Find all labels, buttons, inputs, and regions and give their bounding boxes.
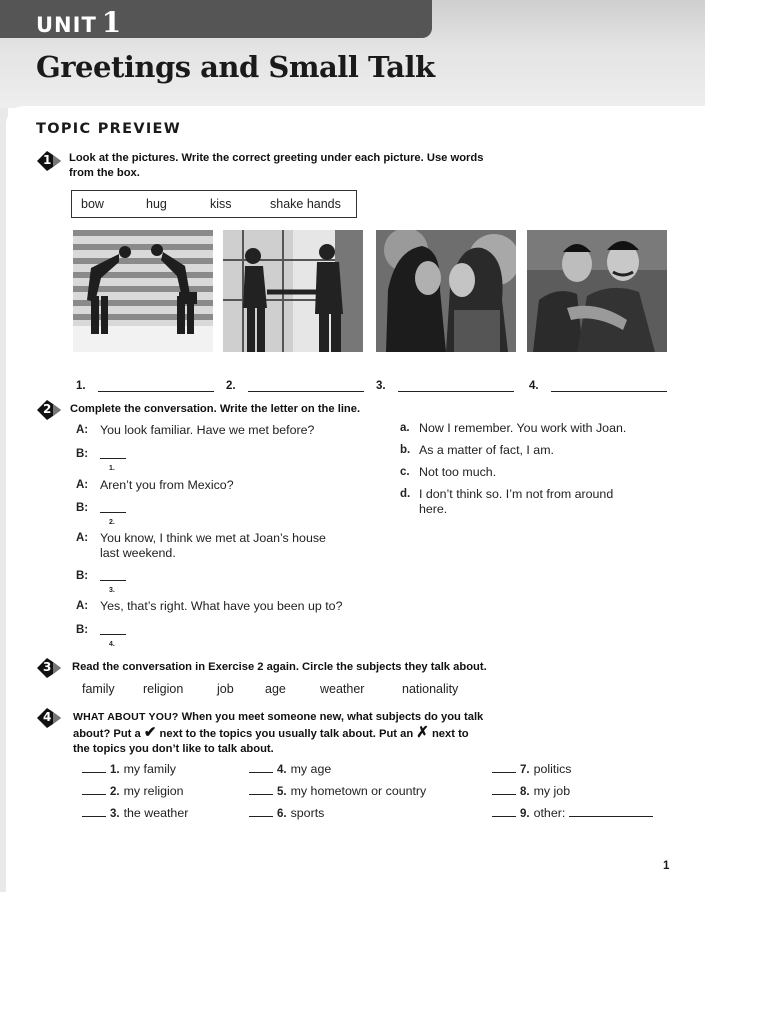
subject-option[interactable]: weather: [320, 682, 365, 696]
subject-option[interactable]: age: [265, 682, 286, 696]
topic-item[interactable]: 4. my age: [249, 762, 331, 776]
unit-number: 1: [101, 6, 123, 39]
x-mark-icon: ✗: [416, 724, 429, 741]
topic-item[interactable]: 3. the weather: [82, 806, 188, 820]
conversation-line: Yes, that’s right. What have you been up to?: [100, 599, 343, 613]
conversation: A: You look familiar. Have we met before? B: 1. A: Aren’t you from Mexico? B: 2. A: You know, I think we met at Joan’s house last weekend. B: 3. A: Yes, that’s right. What have you been up to? B: 4.: [76, 423, 343, 648]
conversation-line: You know, I think we met at Joan’s house: [100, 531, 326, 545]
answer-blank-3[interactable]: 3.: [376, 380, 514, 392]
exercise-4-badge: 4: [36, 707, 62, 729]
section-heading: TOPIC PREVIEW: [36, 121, 182, 137]
subject-option[interactable]: job: [217, 682, 234, 696]
answer-blank-2[interactable]: 2.: [226, 380, 364, 392]
exercise-1-badge: 1: [36, 150, 62, 172]
word-box-item: bow: [81, 197, 104, 211]
answer-blank-4[interactable]: 4.: [529, 380, 667, 392]
topic-item[interactable]: 1. my family: [82, 762, 176, 776]
subject-option[interactable]: nationality: [402, 682, 459, 696]
photo-handshake: [223, 230, 363, 352]
exercise-4-instruction: WHAT ABOUT YOU? When you meet someone new, what subjects do you talk about? Put a ✔ next to the topics you usually talk about. Put an ✗ next to the topics you don’t like to talk about.: [73, 711, 484, 755]
photo-bowing: [73, 230, 213, 352]
photo-kiss: [376, 230, 516, 352]
exercise-3-badge: 3: [36, 657, 62, 679]
other-topic-blank[interactable]: [569, 806, 653, 817]
conversation-blank-1[interactable]: [100, 458, 126, 459]
checkmark-icon: ✔: [143, 724, 157, 741]
topic-item[interactable]: 7. politics: [492, 762, 571, 776]
exercise-2-badge: 2: [36, 399, 62, 421]
topic-item[interactable]: 9. other:: [492, 806, 653, 820]
topic-item[interactable]: 8. my job: [492, 784, 570, 798]
word-box-item: kiss: [210, 197, 232, 211]
conversation-blank-4[interactable]: [100, 634, 126, 635]
conversation-blank-3[interactable]: [100, 580, 126, 581]
word-box: [71, 190, 357, 218]
conversation-line: Aren’t you from Mexico?: [100, 478, 234, 492]
exercise-1-instruction: Look at the pictures. Write the correct greeting under each picture. Use words from the box.: [69, 152, 484, 179]
page-title: Greetings and Small Talk: [36, 50, 435, 84]
unit-tab: [0, 0, 432, 38]
topic-item[interactable]: 6. sports: [249, 806, 324, 820]
exercise-2-instruction: Complete the conversation. Write the letter on the line.: [70, 403, 361, 415]
conversation-line: You look familiar. Have we met before?: [100, 423, 315, 437]
exercise-3-instruction: Read the conversation in Exercise 2 again. Circle the subjects they talk about.: [72, 661, 487, 673]
subject-option[interactable]: religion: [143, 682, 184, 696]
photo-hug: [527, 230, 667, 352]
answer-blank-1[interactable]: 1.: [76, 380, 214, 392]
conversation-blank-2[interactable]: [100, 512, 126, 513]
subject-option[interactable]: family: [82, 682, 115, 696]
unit-label: UNIT 1: [36, 6, 123, 39]
topic-item[interactable]: 5. my hometown or country: [249, 784, 426, 798]
word-box-item: shake hands: [270, 197, 341, 211]
word-box-item: hug: [146, 197, 167, 211]
conversation-line: last weekend.: [100, 546, 176, 560]
page-number: 1: [663, 860, 670, 872]
topic-item[interactable]: 2. my religion: [82, 784, 184, 798]
